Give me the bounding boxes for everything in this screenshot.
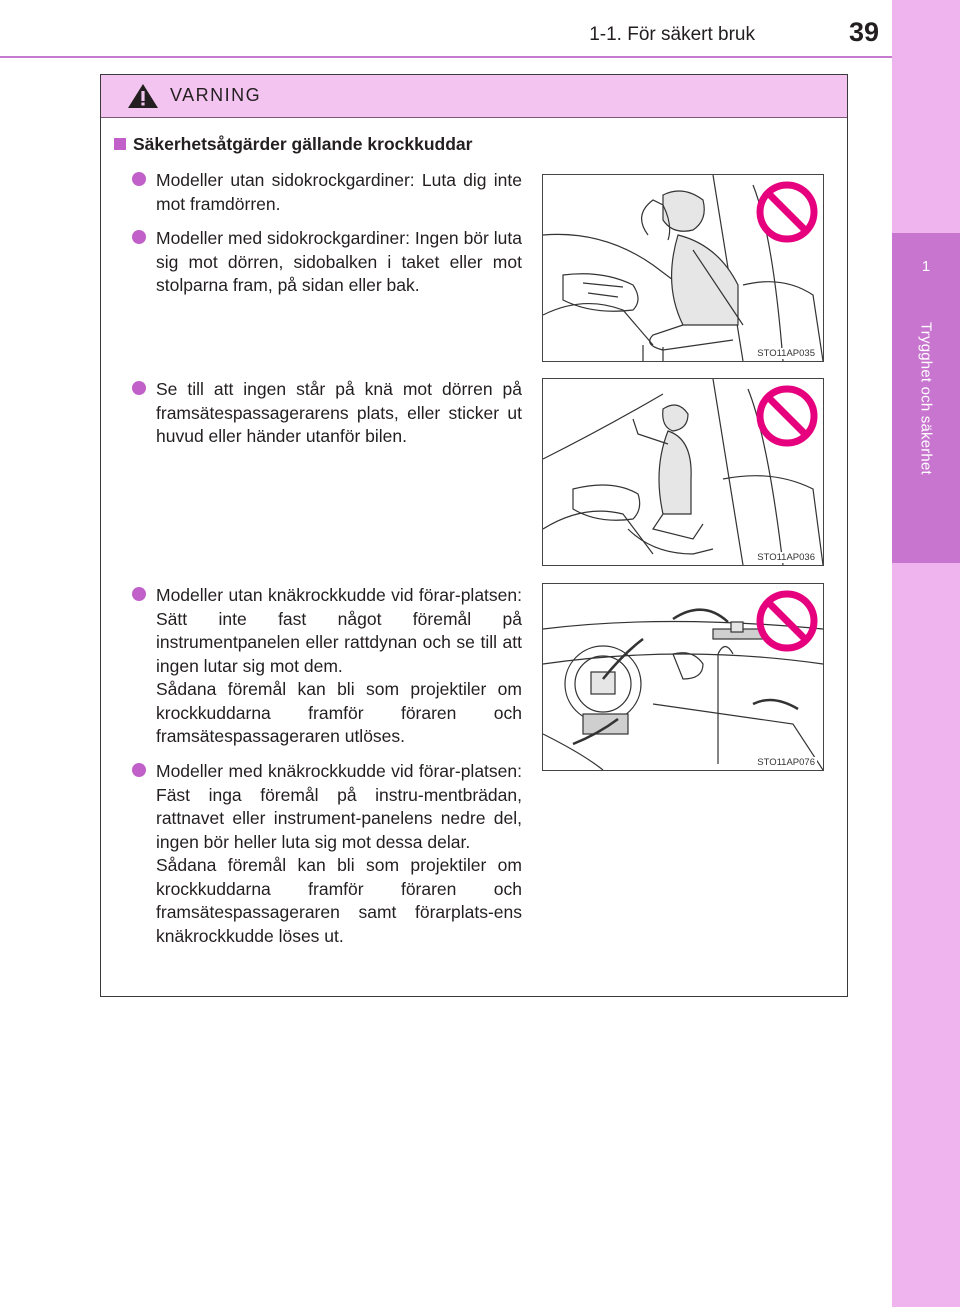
warning-box [100, 74, 848, 997]
illustration-lean-door [542, 174, 824, 362]
prohibition-icon [753, 587, 821, 655]
bullet-icon [132, 172, 146, 186]
bullet-icon [132, 381, 146, 395]
list-item-note: Sådana föremål kan bli som projektiler om krockkuddarna framför föraren och framsätespassageraren samt förarplats-ens knäkrockkudde löses ut. [156, 855, 522, 946]
list-item: Se till att ingen står på knä mot dörren på framsätespassagerarens plats, eller sticker ut huvud eller händer utanför bilen. [156, 379, 522, 446]
bullet-icon [132, 763, 146, 777]
illustration-dashboard [542, 583, 824, 771]
section-heading [114, 134, 472, 155]
section-header: 1-1. För säkert bruk [589, 24, 755, 45]
square-bullet-icon [114, 138, 126, 150]
list-item: Modeller med sidokrockgardiner: Ingen bör luta sig mot dörren, sidobalken i taket eller mot stolparna fram, på sidan eller bak. [156, 228, 522, 295]
list-item: Modeller utan sidokrockgardiner: Luta dig inte mot framdörren. [156, 170, 522, 214]
warning-title: VARNING [170, 85, 262, 105]
chapter-number: 1 [921, 258, 931, 275]
bullet-icon [132, 230, 146, 244]
page-number: 39 [848, 17, 879, 47]
list-item-note: Sådana föremål kan bli som projektiler om krockkuddarna framför föraren och framsätespassageraren utlöses. [156, 679, 522, 746]
prohibition-icon [753, 178, 821, 246]
figure-code: STO11AP076 [757, 757, 815, 768]
figure-code: STO11AP035 [757, 348, 815, 359]
warning-header [101, 75, 847, 118]
list-item [156, 760, 522, 948]
list-item-text: Modeller utan knäkrockkudde vid förar-platsen: Sätt inte fast något föremål på instrumentpanelen eller rattdynan och se till att ingen lutar sig mot dem. [156, 585, 522, 676]
prohibition-icon [753, 382, 821, 450]
section-heading-text: Säkerhetsåtgärder gällande krockkuddar [133, 134, 473, 154]
figure-code: STO11AP036 [757, 552, 815, 563]
list-item-text: Modeller med knäkrockkudde vid förar-platsen: Fäst inga föremål på instru-mentbrädan, rattnavet eller instrument-panelens nedre del, ingen bör heller luta sig mot dessa delar. [156, 761, 522, 852]
illustration-kneeling [542, 378, 824, 566]
chapter-side-tab [892, 0, 960, 1307]
list-item [156, 584, 522, 749]
chapter-label: Trygghet och säkerhet [917, 322, 935, 475]
bullet-icon [132, 587, 146, 601]
chapter-label-wrap [892, 322, 960, 532]
warning-triangle-icon [127, 83, 159, 109]
header-divider [0, 56, 892, 58]
